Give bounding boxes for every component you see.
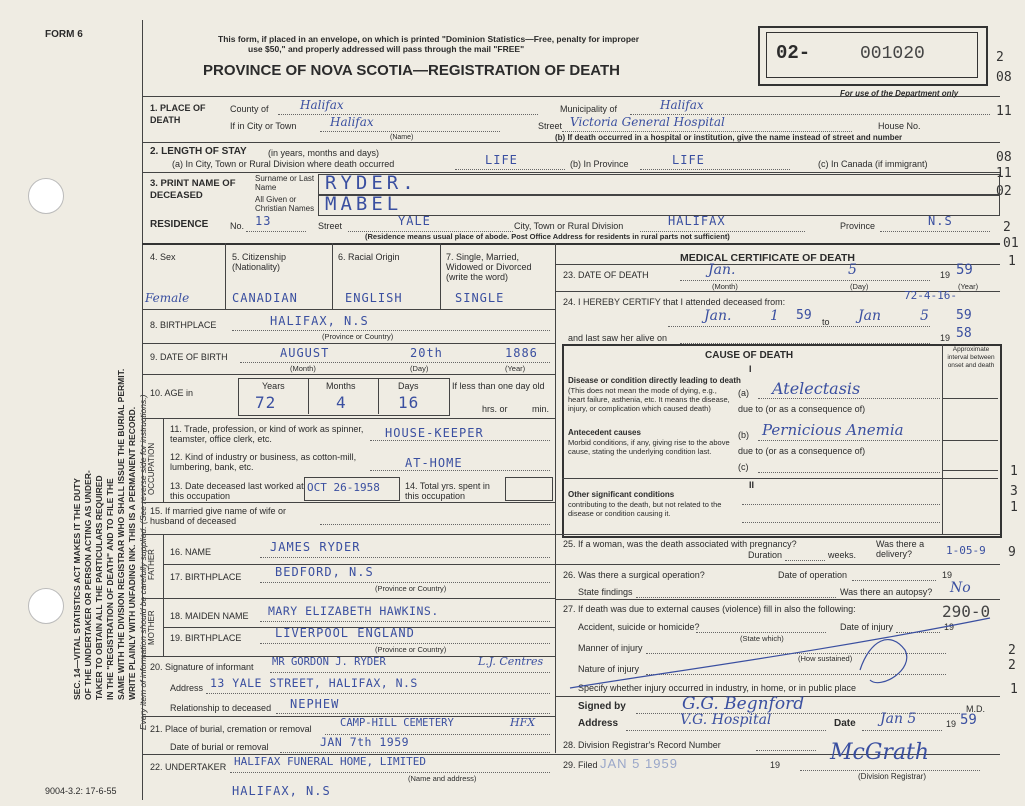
last-saw-year-prefix: 19: [940, 333, 951, 343]
side-text-2: OF THE UNDERTAKER OR PERSON ACTING AS UNDER-: [83, 470, 93, 700]
street-label: Street: [538, 121, 563, 131]
signed-label: Signed by: [578, 701, 626, 712]
dob-year: 1886: [505, 346, 538, 360]
years-spent-label: 14. Total yrs. spent in this occupation: [405, 481, 490, 501]
given-label: All Given or Christian Names: [255, 195, 315, 213]
form-title: PROVINCE OF NOVA SCOTIA—REGISTRATION OF DEATH: [203, 62, 620, 79]
father-birthplace-hint: (Province or Country): [375, 584, 447, 593]
age-months-label: Months: [326, 381, 356, 391]
death-month: Jan.: [708, 262, 736, 278]
last-saw-year: 58: [956, 326, 972, 341]
q27-how: (How sustained): [798, 654, 853, 663]
age-label: 10. AGE in: [150, 388, 194, 398]
q26-findings: State findings: [578, 587, 633, 597]
dob-day-hint: (Day): [410, 364, 429, 373]
cause-part-1: I: [749, 364, 752, 374]
q29-year-prefix: 19: [770, 760, 781, 770]
q25-delivery: Was there a delivery?: [876, 539, 925, 559]
margin-code: 1: [1008, 254, 1016, 269]
margin-code: 1: [1010, 500, 1018, 515]
county-label: County of: [230, 104, 269, 114]
q25-duration: Duration: [748, 550, 783, 560]
q27-manner: Manner of injury: [578, 643, 643, 653]
age-days: 16: [398, 393, 420, 412]
form-label: FORM 6: [45, 29, 83, 40]
years-spent-box: [505, 477, 553, 501]
margin-code: 02: [996, 184, 1012, 199]
last-saw-label: and last saw her alive on: [568, 333, 668, 343]
signed-address-label: Address: [578, 718, 619, 729]
stay-a-value: LIFE: [485, 153, 518, 167]
residence-province: N.S: [928, 214, 953, 228]
date-of-death-label: 23. DATE OF DEATH: [563, 270, 649, 280]
margin-code: 08: [996, 150, 1012, 165]
margin-code: 1: [1010, 464, 1018, 479]
certify-label: 24. I HEREBY CERTIFY that I attended deceased from:: [563, 297, 786, 307]
surname-label: Surname or Last Name: [255, 174, 315, 192]
city-label: If in City or Town: [230, 121, 297, 131]
death-day: 5: [848, 262, 857, 278]
mother-birthplace-hint: (Province or Country): [375, 645, 447, 654]
age-days-label: Days: [398, 381, 419, 391]
city-value: Halifax: [330, 115, 374, 129]
form-left-border: [142, 20, 143, 800]
residence-city: HALIFAX: [668, 214, 726, 228]
mother-section-label: MOTHER: [147, 610, 156, 645]
informant-relation-label: Relationship to deceased: [170, 703, 272, 713]
death-year: 59: [956, 262, 973, 278]
father-name-label: 16. NAME: [170, 547, 212, 557]
dob-month: AUGUST: [280, 346, 330, 360]
signed-address: V.G. Hospital: [680, 712, 772, 728]
burial-place: CAMP-HILL CEMETERY: [340, 717, 454, 729]
q27-state: (State which): [740, 634, 784, 643]
margin-code: 1: [1010, 682, 1018, 697]
trade-value: HOUSE-KEEPER: [385, 426, 484, 440]
cause-a: Atelectasis: [772, 379, 861, 398]
envelope-note-2: use $50," and properly addressed will pass through the mail "FREE": [248, 44, 525, 54]
city-name-hint: (Name): [390, 134, 414, 141]
racial-label: 6. Racial Origin: [338, 252, 400, 262]
industry-label: 12. Kind of industry or business, as cotton-mill, lumbering, bank, etc.: [170, 452, 357, 472]
margin-code: 2: [1003, 220, 1011, 235]
interval-label: Approximate interval between onset and death: [947, 346, 995, 369]
registration-number-box: [758, 26, 988, 86]
residence-no-label: No.: [230, 221, 245, 231]
spouse-label: 15. If married give name of wife or husband of deceased: [150, 506, 287, 526]
cause-c-label: (c): [738, 462, 749, 472]
margin-code: 2: [1008, 643, 1016, 658]
margin-code: 11: [996, 104, 1012, 119]
informant-relation: NEPHEW: [290, 697, 340, 711]
q29-label: 29. Filed: [563, 760, 598, 770]
citizenship-label: 5. Citizenship (Nationality): [232, 252, 287, 272]
signed-date-label: Date: [834, 718, 856, 729]
cause-b: Pernicious Anemia: [762, 421, 904, 439]
mother-birthplace: LIVERPOOL ENGLAND: [275, 626, 415, 640]
name-label: 3. PRINT NAME OF DECEASED: [150, 178, 236, 201]
burial-place-extra: HFX: [510, 716, 536, 729]
surname-box: [318, 174, 1000, 195]
citizenship-value: CANADIAN: [232, 291, 298, 305]
cause-a-label: (a): [738, 388, 749, 398]
stay-a-label: (a) In City, Town or Rural Division where death occurred: [172, 159, 395, 169]
q27-accident: Accident, suicide or homicide?: [578, 622, 700, 632]
q26-date: Date of operation: [778, 570, 848, 580]
undertaker-name: HALIFAX FUNERAL HOME, LIMITED: [234, 755, 427, 768]
informant-sig-label: 20. Signature of informant: [150, 662, 254, 672]
other-label: Other significant conditions: [568, 490, 675, 499]
house-label: House No.: [878, 121, 921, 131]
maiden-label: 18. MAIDEN NAME: [170, 611, 249, 621]
last-worked-label: 13. Date deceased last worked at this occupation: [170, 481, 304, 501]
mother-birthplace-label: 19. BIRTHPLACE: [170, 633, 242, 643]
burial-place-label: 21. Place of burial, cremation or removal: [150, 724, 312, 734]
municipality-label: Municipality of: [560, 104, 618, 114]
occupation-section-label: OCCUPATION: [147, 442, 156, 495]
form-code: 9004-3.2: 17-6-55: [45, 786, 117, 796]
burial-date-label: Date of burial or removal: [170, 742, 269, 752]
marital-label: 7. Single, Married, Widowed or Divorced (write the word): [446, 252, 532, 282]
sex-label: 4. Sex: [150, 252, 176, 262]
signed-value: G.G. Begnford: [682, 694, 805, 714]
margin-code: 2: [1008, 658, 1016, 673]
place-label: 1. PLACE OF DEATH: [150, 103, 206, 125]
q25-label: 25. If a woman, was the death associated with pregnancy?: [563, 539, 797, 549]
death-year-prefix: 19: [940, 270, 951, 280]
residence-label: RESIDENCE: [150, 219, 209, 230]
side-text-7: Every item of information should be carefully supplied. (See reverse side for instructions.): [138, 394, 148, 730]
filed-stamp: JAN 5 1959: [600, 756, 678, 771]
age-months: 4: [336, 393, 347, 412]
margin-code: 08: [996, 70, 1012, 85]
direct-label: Disease or condition directly leading to death: [568, 376, 741, 385]
father-section-label: FATHER: [147, 549, 156, 580]
residence-no: 13: [255, 214, 272, 228]
death-day-hint: (Day): [850, 282, 869, 291]
residence-province-label: Province: [840, 221, 876, 231]
dob-day: 20th: [410, 346, 443, 360]
age-under-day: If less than one day old: [452, 381, 545, 391]
cause-b-label: (b): [738, 430, 749, 440]
stay-b-label: (b) In Province: [570, 159, 629, 169]
attend-to-year: 59: [956, 308, 972, 323]
signed-date: Jan 5: [880, 711, 917, 727]
side-text-5: SAME WITH THE DIVISION REGISTRAR WHO SHALL ISSUE THE BURIAL PERMIT.: [116, 368, 126, 700]
q27-nature: Nature of injury: [578, 664, 640, 674]
residence-street: YALE: [398, 214, 431, 228]
reg-prefix: 02-: [776, 42, 811, 64]
punch-hole-bottom: [28, 588, 64, 624]
racial-value: ENGLISH: [345, 291, 403, 305]
burial-date: JAN 7th 1959: [320, 735, 410, 749]
registrar-signature: McGrath: [830, 740, 930, 765]
age-years: 72: [255, 393, 277, 412]
cause-title: CAUSE OF DEATH: [705, 350, 794, 361]
father-birthplace: BEDFORD, N.S: [275, 565, 374, 579]
q27-date-injury: Date of injury: [840, 622, 894, 632]
due-to-2: due to (or as a consequence of): [738, 446, 866, 456]
age-hrs: hrs. or: [482, 404, 508, 414]
q26-year-prefix: 19: [942, 570, 953, 580]
signed-year-prefix: 19: [946, 719, 957, 729]
dob-month-hint: (Month): [290, 364, 316, 373]
stamp-number: 290-0: [942, 602, 991, 621]
cause-part-2: II: [749, 480, 755, 490]
certify-note: 72-4-16-: [904, 289, 957, 302]
side-text-4: IN THE "REGISTRATION OF DEATH" AND TO FILE THE: [105, 478, 115, 700]
q26-label: 26. Was there a surgical operation?: [563, 570, 705, 580]
residence-city-label: City, Town or Rural Division: [514, 221, 624, 231]
street-value: Victoria General Hospital: [570, 115, 725, 129]
envelope-note-1: This form, if placed in an envelope, on which is printed "Dominion Statistics—Free, penalty for improper: [218, 34, 640, 44]
delivery-note: 1-05-9: [946, 544, 986, 557]
undertaker-city: HALIFAX, N.S: [232, 784, 331, 798]
residence-street-label: Street: [318, 221, 343, 231]
surname-value: RYDER.: [325, 172, 418, 194]
dob-year-hint: (Year): [505, 364, 526, 373]
father-birthplace-label: 17. BIRTHPLACE: [170, 572, 242, 582]
q26-autopsy: Was there an autopsy?: [840, 587, 933, 597]
side-text-6: WRITE PLAINLY WITH UNFADING INK. THIS IS A PERMANENT RECORD.: [127, 406, 137, 700]
attend-from-day: 1: [770, 308, 779, 324]
q27-specify: Specify whether injury occurred in industry, in home, or in public place: [578, 683, 856, 693]
pen-strokes: [560, 600, 1000, 710]
margin-code: 2: [996, 50, 1004, 65]
q27-label: 27. If death was due to external causes (violence) fill in also the following:: [563, 604, 856, 614]
given-value: MABEL: [325, 193, 403, 215]
stay-c-label: (c) In Canada (if immigrant): [818, 159, 928, 169]
institution-note: (b) If death occurred in a hospital or institution, give the name instead of street and number: [555, 133, 903, 142]
side-text-3: TAKER TO OBTAIN ALL THE PARTICULARS REQUIRED: [94, 475, 104, 700]
attend-to-day: 5: [920, 308, 929, 324]
marital-value: SINGLE: [455, 291, 505, 305]
attend-to-label: to: [822, 317, 830, 327]
maiden-value: MARY ELIZABETH HAWKINS.: [268, 604, 439, 618]
antecedent-hint: Morbid conditions, if any, giving rise to the above cause, stating the underlying condition last.: [568, 438, 730, 456]
sex-value: Female: [145, 291, 190, 305]
informant-sig: MR GORDON J. RYDER: [272, 656, 386, 668]
q26-autopsy-value: No: [950, 580, 971, 596]
age-years-label: Years: [262, 381, 285, 391]
stay-label: 2. LENGTH OF STAY: [150, 146, 247, 157]
direct-hint: (This does not mean the mode of dying, e.g., heart failure, asthenia, etc. It means the disease, injury, or complication which caused death): [568, 386, 730, 413]
father-name: JAMES RYDER: [270, 540, 361, 554]
q27-year-prefix: 19: [944, 622, 955, 632]
antecedent-label: Antecedent causes: [568, 428, 641, 437]
punch-hole-top: [28, 178, 64, 214]
undertaker-hint: (Name and address): [408, 774, 477, 783]
trade-label: 11. Trade, profession, or kind of work as spinner, teamster, office clerk, etc.: [170, 424, 364, 444]
informant-address-label: Address: [170, 683, 204, 693]
residence-note: (Residence means usual place of abode. Post Office Address for residents in rural parts not sufficient): [365, 232, 730, 241]
other-hint: contributing to the death, but not related to the disease or condition causing it.: [568, 500, 722, 518]
q25-weeks: weeks.: [828, 550, 857, 560]
county-value: Halifax: [300, 98, 344, 112]
dept-use-note: For use of the Department only: [840, 89, 959, 98]
informant-address: 13 YALE STREET, HALIFAX, N.S: [210, 676, 418, 690]
reg-number: 001020: [860, 44, 925, 64]
side-text-1: SEC. 14—VITAL STATISTICS ACT MAKES IT THE DUTY: [72, 478, 82, 700]
undertaker-label: 22. UNDERTAKER: [150, 762, 227, 772]
death-month-hint: (Month): [712, 282, 738, 291]
municipality-value: Halifax: [660, 98, 704, 112]
registrar-hint: (Division Registrar): [858, 772, 927, 781]
birthplace-label: 8. BIRTHPLACE: [150, 320, 217, 330]
birthplace-hint: (Province or Country): [322, 332, 394, 341]
attend-to-month: Jan: [858, 308, 881, 324]
industry-value: AT-HOME: [405, 456, 463, 470]
due-to-1: due to (or as a consequence of): [738, 404, 866, 414]
margin-code: 11: [996, 166, 1012, 181]
margin-code: 3: [1010, 484, 1018, 499]
death-year-hint: (Year): [958, 282, 979, 291]
q28-label: 28. Division Registrar's Record Number: [563, 740, 721, 750]
stay-b-value: LIFE: [672, 153, 705, 167]
margin-code: 9: [1008, 545, 1016, 560]
attend-from-year: 59: [796, 308, 812, 323]
signed-year: 59: [960, 712, 977, 728]
given-box: [318, 195, 1000, 216]
stay-hint: (in years, months and days): [268, 148, 380, 158]
signed-md: M.D.: [966, 704, 985, 714]
medical-title: MEDICAL CERTIFICATE OF DEATH: [680, 252, 855, 264]
last-worked-value: OCT 26-1958: [307, 481, 380, 494]
attend-from-month: Jan.: [704, 308, 732, 324]
informant-sig-extra: L.J. Centres: [478, 655, 544, 668]
dob-label: 9. DATE OF BIRTH: [150, 352, 228, 362]
age-min: min.: [532, 404, 550, 414]
birthplace-value: HALIFAX, N.S: [270, 314, 369, 328]
margin-code: 01: [1003, 236, 1019, 251]
